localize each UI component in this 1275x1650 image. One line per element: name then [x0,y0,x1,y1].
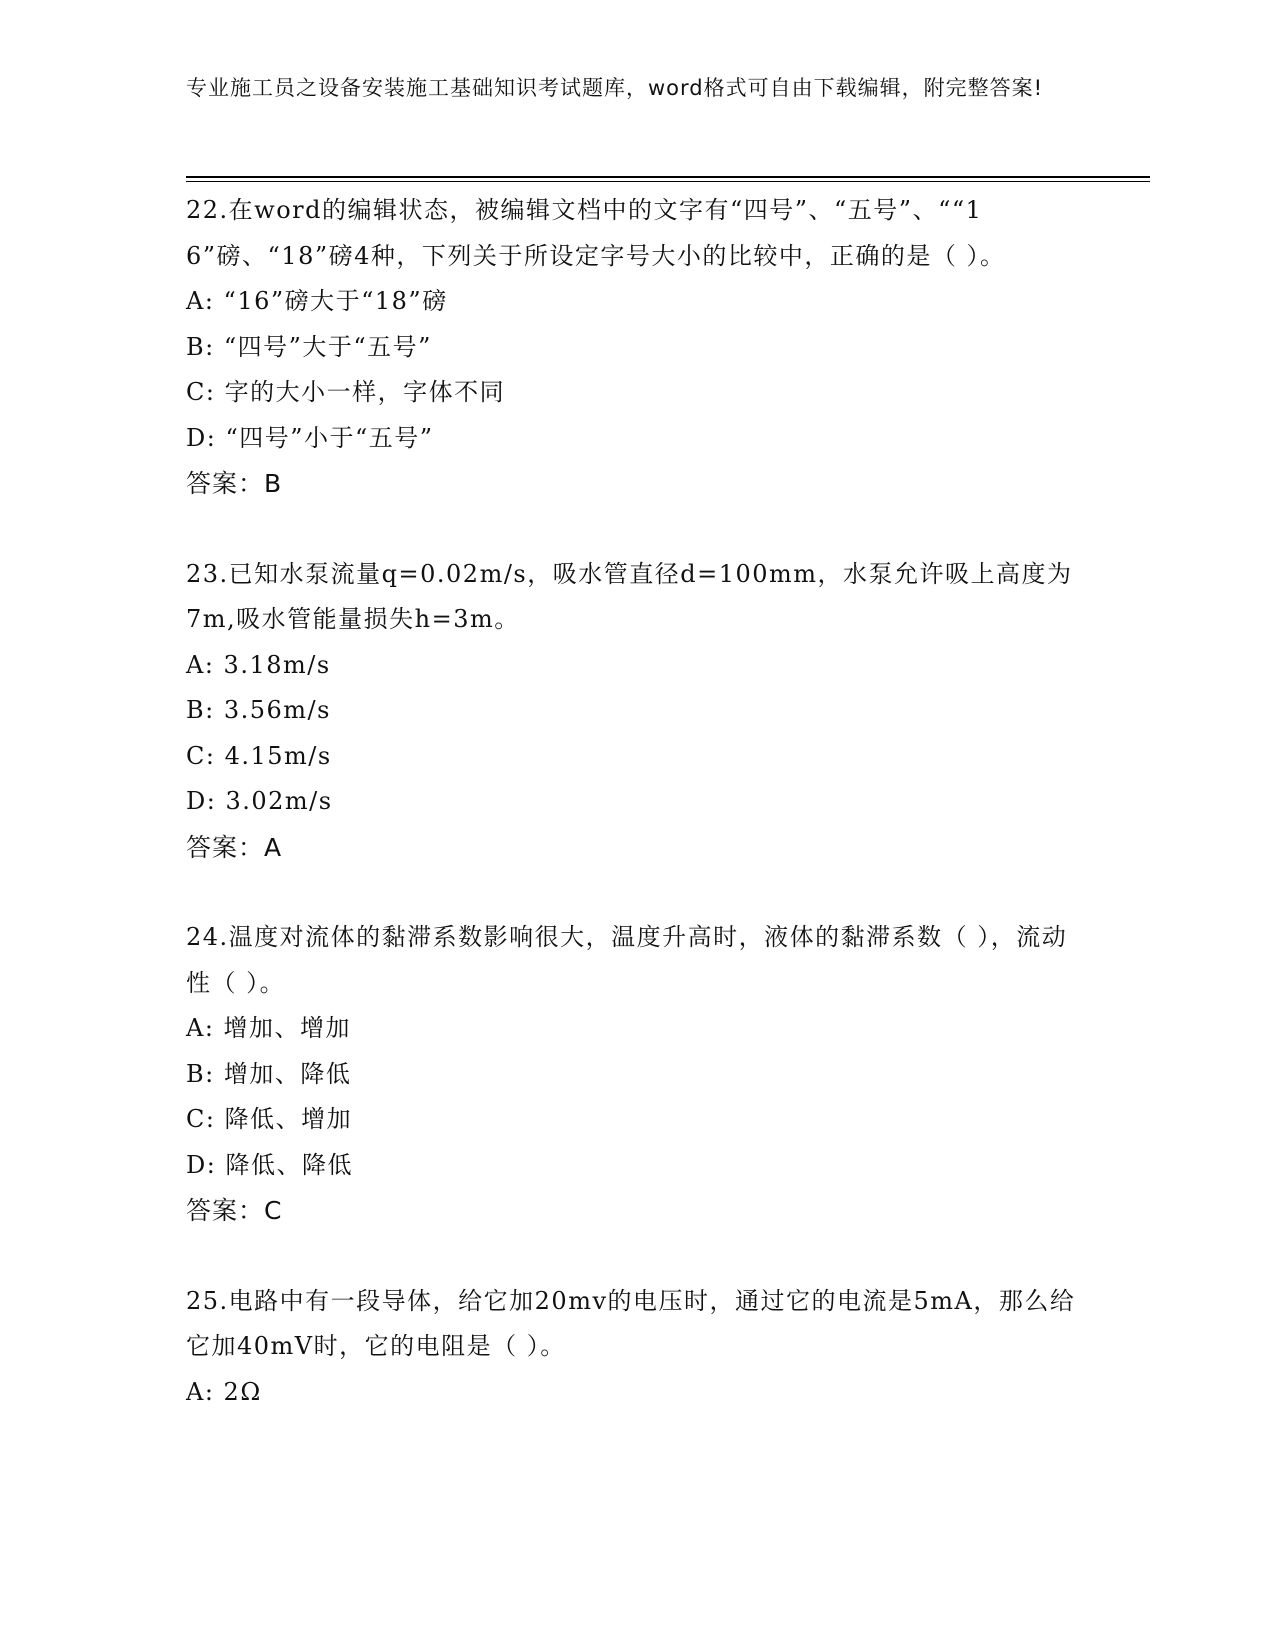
answer-label: 答案：B [186,469,283,498]
option-d: D: 3.02m/s [186,787,333,815]
option-a: A: 增加、增加 [186,1014,352,1042]
option-a: A: “16”磅大于“18”磅 [186,287,448,315]
option-a: A: 2Ω [186,1377,262,1406]
question-list [186,188,1086,1460]
question-text: 22.在word的编辑状态，被编辑文档中的文字有“四号”、“五号”、““16”磅、“18”磅4种，下列关于所设定字号大小的比较中，正确的是（ ）。 [186,196,1006,270]
header-rule-thick [186,176,1150,178]
answer-label: 答案：C [186,1196,283,1225]
question-text: 25.电路中有一段导体，给它加20mv的电压时，通过它的电流是5mA，那么给它加40mV时，它的电阻是（ ）。 [186,1286,1076,1360]
option-c: C: 4.15m/s [186,741,332,770]
question-22 [186,188,1086,507]
question-23 [186,552,1086,871]
option-d: D: “四号”小于“五号” [186,423,434,452]
option-c: C: 降低、增加 [186,1105,353,1133]
question-25 [186,1279,1086,1416]
question-text: 23.已知水泵流量q=0.02m/s，吸水管直径d=100mm，水泵允许吸上高度为7m,吸水管能量损失h=3m。 [186,559,1073,633]
option-b: B: “四号”大于“五号” [186,332,432,361]
option-d: D: 降低、降低 [186,1150,353,1179]
answer-label: 答案：A [186,832,283,862]
document-header: 专业施工员之设备安装施工基础知识考试题库，word格式可自由下载编辑，附完整答案! [186,76,1044,100]
option-a: A: 3.18m/s [186,650,331,679]
header-rule-thin [186,181,1150,182]
option-b: B: 增加、降低 [186,1059,352,1088]
option-c: C: 字的大小一样，字体不同 [186,378,506,406]
question-text: 24.温度对流体的黏滞系数影响很大，温度升高时，液体的黏滞系数（ ），流动性（ ）。 [186,923,1068,997]
question-24 [186,915,1086,1234]
option-b: B: 3.56m/s [186,696,331,724]
